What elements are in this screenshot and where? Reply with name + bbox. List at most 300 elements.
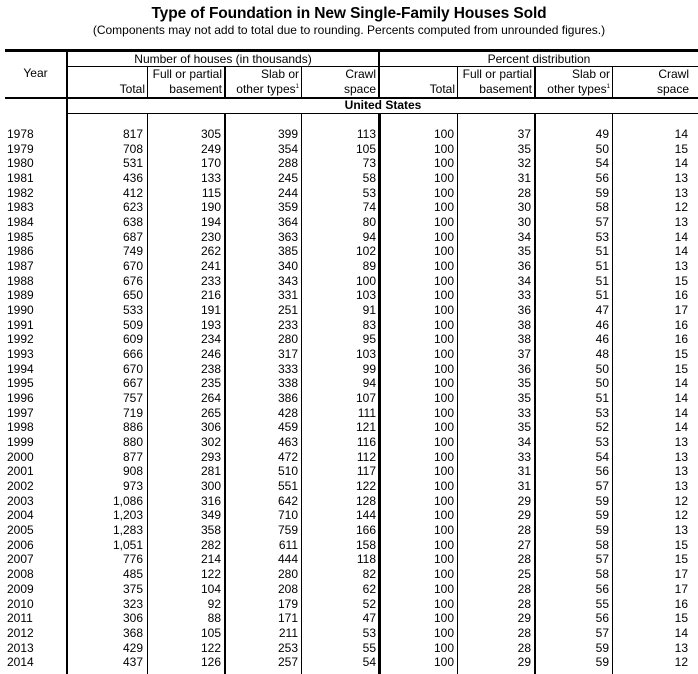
n-crawl-cell: 166 [355,523,376,538]
n-total-cell: 650 [122,288,143,303]
table-row [5,508,698,523]
n-total-cell: 880 [122,435,143,450]
n-total-cell: 676 [122,273,143,288]
p-basement-cell: 29 [517,493,531,508]
n-basement-cell: 238 [200,361,221,376]
p-crawl-cell: 16 [674,332,688,347]
p-total-cell: 100 [433,332,454,347]
table-row [5,362,698,377]
n-crawl-cell: 58 [362,171,376,186]
n-basement-header-l1: Full or partial [152,67,222,81]
year-cell: 2008 [7,567,34,582]
n-basement-cell: 92 [207,596,221,611]
n-basement-cell: 233 [200,273,221,288]
year-cell: 1997 [7,405,34,420]
p-crawl-cell: 15 [674,273,688,288]
n-total-cell: 437 [122,655,143,670]
p-basement-cell: 32 [517,156,531,171]
p-basement-cell: 28 [517,625,531,640]
p-total-cell: 100 [433,244,454,259]
p-total-cell: 100 [433,347,454,362]
n-basement-cell: 104 [200,581,221,596]
p-crawl-cell: 14 [674,405,688,420]
n-basement-cell: 306 [200,420,221,435]
p-crawl-cell: 14 [674,156,688,171]
p-slab-cell: 57 [595,479,609,494]
p-basement-cell: 33 [517,288,531,303]
n-slab-cell: 211 [278,625,298,640]
n-total-cell: 908 [122,464,143,479]
p-total-cell: 100 [433,376,454,391]
p-basement-cell: 31 [517,171,531,186]
p-slab-cell: 52 [595,420,609,435]
n-slab-cell: 171 [277,611,298,626]
p-crawl-cell: 16 [674,288,688,303]
region-bottom-rule [66,113,698,114]
p-crawl-cell: 13 [674,259,688,274]
n-slab-cell: 317 [277,347,298,362]
p-slab-cell: 56 [595,581,609,596]
p-total-cell: 100 [433,229,454,244]
n-slab-cell: 338 [277,376,298,391]
p-slab-cell: 54 [595,156,609,171]
n-total-cell: 368 [122,625,143,640]
n-crawl-cell: 118 [356,552,376,567]
n-basement-cell: 122 [200,640,221,655]
p-slab-cell: 59 [595,640,609,655]
n-total-cell: 1,203 [112,508,143,523]
n-basement-cell: 234 [200,332,221,347]
table-row [5,435,698,450]
p-slab-cell: 55 [595,596,609,611]
table-row [5,655,698,670]
p-total-cell: 100 [433,479,454,494]
n-crawl-cell: 111 [357,405,376,420]
n-basement-cell: 281 [200,464,221,479]
n-total-cell: 1,086 [112,493,143,508]
year-cell: 1989 [7,288,34,303]
p-slab-cell: 58 [595,200,609,215]
p-crawl-cell: 14 [674,127,688,141]
n-total-cell: 886 [122,420,143,435]
p-total-cell: 100 [433,141,454,156]
n-slab-cell: 253 [277,640,298,655]
n-basement-cell: 241 [200,259,221,274]
p-basement-cell: 35 [517,391,531,406]
year-cell: 1979 [7,141,34,156]
p-slab-cell: 46 [595,317,609,332]
n-crawl-cell: 62 [362,581,376,596]
p-total-cell: 100 [433,449,454,464]
n-total-cell: 708 [122,141,143,156]
p-total-cell: 100 [433,303,454,318]
n-basement-cell: 246 [200,347,221,362]
p-basement-cell: 35 [517,244,531,259]
p-crawl-cell: 15 [674,141,688,156]
n-basement-header-l2: basement [169,82,222,96]
p-slab-cell: 59 [595,523,609,538]
table-row [5,186,698,201]
n-total-cell: 749 [122,244,143,259]
n-basement-cell: 190 [200,200,221,215]
p-basement-cell: 34 [517,229,531,244]
p-basement-cell: 35 [517,376,531,391]
footnote-marker: 1 [295,84,299,90]
n-crawl-cell: 91 [362,303,376,318]
n-crawl-cell: 83 [362,317,376,332]
p-crawl-header-l2: space [656,82,689,96]
n-slab-header-l2 [226,82,299,96]
p-total-cell: 100 [433,156,454,171]
n-basement-cell: 235 [200,376,221,391]
n-slab-cell: 245 [277,171,298,186]
n-total-cell: 638 [122,215,143,230]
p-crawl-cell: 13 [674,479,688,494]
p-slab-cell: 53 [595,229,609,244]
n-total-cell: 817 [122,127,143,141]
n-slab-cell: 208 [277,581,298,596]
p-basement-cell: 29 [517,508,531,523]
p-basement-cell: 29 [517,611,531,626]
p-crawl-cell: 13 [674,449,688,464]
p-total-cell: 100 [433,625,454,640]
n-crawl-cell: 99 [362,361,376,376]
n-total-cell: 1,051 [112,537,143,552]
n-slab-cell: 510 [277,464,298,479]
n-basement-cell: 300 [200,479,221,494]
table-subtitle: (Components may not add to total due to rounding. Percents computed from unrounded figures.) [92,23,606,37]
table-row [5,215,698,230]
n-crawl-cell: 117 [356,464,376,479]
table-row [5,641,698,656]
n-crawl-cell: 54 [362,655,376,670]
n-crawl-cell: 112 [356,449,376,464]
year-cell: 1990 [7,303,34,318]
p-slab-cell: 48 [595,347,609,362]
p-basement-cell: 28 [517,581,531,596]
n-crawl-cell: 144 [355,508,376,523]
year-cell: 2000 [7,449,34,464]
n-slab-cell: 333 [277,361,298,376]
p-slab-cell: 59 [595,185,609,200]
p-crawl-cell: 14 [674,420,688,435]
n-total-cell: 412 [122,185,143,200]
year-cell: 1993 [7,347,34,362]
p-total-cell: 100 [433,464,454,479]
year-cell: 1980 [7,156,34,171]
table-row [5,244,698,259]
n-total-cell: 670 [122,259,143,274]
n-crawl-cell: 128 [355,493,376,508]
n-slab-cell: 331 [277,288,298,303]
p-basement-cell: 28 [517,596,531,611]
table-row [5,464,698,479]
table-row [5,626,698,641]
n-crawl-cell: 105 [355,141,376,156]
year-cell: 1984 [7,215,34,230]
p-crawl-cell: 14 [674,625,688,640]
n-crawl-cell: 80 [362,215,376,230]
p-crawl-header-l1: Crawl [658,67,689,81]
n-slab-cell: 251 [277,303,298,318]
n-crawl-cell: 52 [362,596,376,611]
table-row [5,420,698,435]
table-title: Type of Foundation in New Single-Family Houses Sold [151,5,547,22]
year-cell: 2001 [7,464,34,479]
p-basement-cell: 28 [517,523,531,538]
n-slab-cell: 364 [277,215,298,230]
p-basement-cell: 35 [517,420,531,435]
n-slab-cell: 233 [277,317,298,332]
year-cell: 1995 [7,376,34,391]
p-basement-cell: 38 [517,332,531,347]
year-cell: 1978 [7,127,34,141]
p-slab-cell: 57 [595,625,609,640]
n-crawl-cell: 94 [362,229,376,244]
p-crawl-cell: 13 [674,435,688,450]
n-basement-cell: 105 [200,625,221,640]
p-basement-cell: 28 [517,552,531,567]
table-row [5,494,698,509]
p-basement-cell: 38 [517,317,531,332]
year-cell: 1981 [7,171,34,186]
n-crawl-cell: 74 [362,200,376,215]
p-total-cell: 100 [433,215,454,230]
p-total-cell: 100 [433,640,454,655]
p-basement-cell: 25 [517,567,531,582]
year-cell: 2013 [7,640,34,655]
p-crawl-cell: 13 [674,523,688,538]
p-total-cell: 100 [433,508,454,523]
year-cell: 1998 [7,420,34,435]
table-row [5,288,698,303]
n-crawl-cell: 103 [355,347,376,362]
p-slab-cell: 54 [595,449,609,464]
table-row [5,127,698,142]
p-basement-cell: 33 [517,449,531,464]
p-crawl-cell: 13 [674,215,688,230]
p-basement-cell: 28 [517,640,531,655]
p-crawl-cell: 14 [674,376,688,391]
year-cell: 2012 [7,625,34,640]
p-crawl-cell: 14 [674,229,688,244]
year-cell: 1988 [7,273,34,288]
n-slab-cell: 472 [277,449,298,464]
n-basement-cell: 194 [200,215,221,230]
p-total-cell: 100 [433,655,454,670]
n-total-cell: 609 [122,332,143,347]
p-slab-cell: 57 [595,552,609,567]
table-row [5,332,698,347]
n-slab-cell: 463 [277,435,298,450]
p-slab-cell: 53 [595,405,609,420]
p-slab-cell: 51 [595,244,609,259]
n-crawl-cell: 107 [355,391,376,406]
year-cell: 1985 [7,229,34,244]
p-basement-cell: 34 [517,273,531,288]
n-slab-cell: 428 [277,405,298,420]
n-slab-cell: 359 [277,200,298,215]
p-total-cell: 100 [433,185,454,200]
p-slab-cell: 51 [595,273,609,288]
p-slab-cell: 59 [595,508,609,523]
p-slab-cell: 58 [595,537,609,552]
n-basement-cell: 122 [200,567,221,582]
table-row [5,567,698,582]
year-cell: 1996 [7,391,34,406]
p-total-cell: 100 [433,317,454,332]
table-row [5,156,698,171]
p-basement-cell: 37 [517,127,531,141]
n-basement-cell: 170 [200,156,221,171]
year-cell: 1986 [7,244,34,259]
year-cell: 1987 [7,259,34,274]
n-slab-cell: 340 [277,259,298,274]
n-basement-cell: 133 [200,171,221,186]
p-slab-header-l1: Slab or [571,67,610,81]
n-basement-cell: 302 [200,435,221,450]
n-total-cell: 623 [122,200,143,215]
p-basement-cell: 30 [517,200,531,215]
p-slab-cell: 47 [595,303,609,318]
n-slab-cell: 280 [277,567,298,582]
n-total-cell: 687 [122,229,143,244]
p-slab-cell: 57 [595,215,609,230]
n-slab-cell: 710 [277,508,298,523]
p-basement-cell: 37 [517,347,531,362]
table-row [5,582,698,597]
n-crawl-cell: 103 [355,288,376,303]
n-total-cell: 531 [122,156,143,171]
n-crawl-cell: 95 [362,332,376,347]
n-crawl-cell: 121 [355,420,376,435]
n-slab-header-l1: Slab or [260,67,299,81]
table-row [5,552,698,567]
n-crawl-cell: 158 [355,537,376,552]
p-basement-cell: 30 [517,215,531,230]
n-slab-cell: 551 [277,479,298,494]
p-basement-cell: 36 [517,303,531,318]
n-basement-cell: 349 [200,508,221,523]
table-row [5,200,698,215]
n-basement-cell: 293 [200,449,221,464]
p-total-cell: 100 [433,493,454,508]
table-row [5,376,698,391]
n-total-cell: 533 [122,303,143,318]
p-crawl-cell: 16 [674,596,688,611]
p-basement-header-l2: basement [479,82,532,96]
n-basement-cell: 316 [200,493,221,508]
n-total-cell: 485 [122,567,143,582]
n-basement-cell: 230 [200,229,221,244]
p-crawl-cell: 12 [674,508,688,523]
region-label: United States [344,98,422,112]
p-slab-header-l2 [536,82,610,96]
p-total-cell: 100 [433,391,454,406]
p-crawl-cell: 13 [674,640,688,655]
n-crawl-cell: 102 [355,244,376,259]
n-total-cell: 667 [122,376,143,391]
n-basement-cell: 265 [200,405,221,420]
table-row [5,171,698,186]
year-cell: 2011 [7,611,33,626]
n-slab-cell: 257 [277,655,298,670]
n-crawl-cell: 113 [356,127,376,141]
p-crawl-cell: 15 [674,361,688,376]
p-crawl-cell: 17 [674,303,688,318]
p-crawl-cell: 17 [674,581,688,596]
p-slab-cell: 56 [595,171,609,186]
n-total-cell: 757 [122,391,143,406]
year-cell: 2007 [7,552,34,567]
p-slab-cell: 51 [595,288,609,303]
year-cell: 2002 [7,479,34,494]
p-total-cell: 100 [433,171,454,186]
year-cell: 2005 [7,523,34,538]
year-cell: 2010 [7,596,34,611]
n-basement-cell: 262 [200,244,221,259]
year-cell: 2006 [7,537,34,552]
year-cell: 1991 [7,317,34,332]
n-slab-label: other types [236,82,296,96]
n-crawl-cell: 122 [355,479,376,494]
table-row [5,347,698,362]
n-slab-cell: 343 [277,273,298,288]
p-crawl-cell: 17 [674,567,688,582]
n-total-header: Total [119,82,145,96]
p-crawl-cell: 12 [674,493,688,508]
p-basement-cell: 29 [517,655,531,670]
n-basement-cell: 249 [200,141,221,156]
p-basement-cell: 36 [517,259,531,274]
p-crawl-cell: 13 [674,185,688,200]
p-crawl-cell: 15 [674,552,688,567]
p-total-cell: 100 [433,361,454,376]
p-slab-cell: 53 [595,435,609,450]
n-total-cell: 323 [122,596,143,611]
n-crawl-header-l2: space [343,82,376,96]
p-total-cell: 100 [433,259,454,274]
n-total-cell: 509 [122,317,143,332]
table-row [5,274,698,289]
n-slab-cell: 444 [277,552,298,567]
p-total-cell: 100 [433,552,454,567]
n-basement-cell: 214 [200,552,221,567]
n-total-cell: 1,283 [112,523,143,538]
p-total-cell: 100 [433,405,454,420]
n-crawl-cell: 116 [356,435,376,450]
table-row [5,479,698,494]
p-total-cell: 100 [433,567,454,582]
p-slab-cell: 50 [595,141,609,156]
n-total-cell: 436 [122,171,143,186]
p-slab-cell: 50 [595,376,609,391]
p-total-cell: 100 [433,611,454,626]
n-basement-cell: 88 [207,611,221,626]
year-cell: 2003 [7,493,34,508]
n-crawl-cell: 53 [362,185,376,200]
p-slab-cell: 58 [595,567,609,582]
p-total-cell: 100 [433,537,454,552]
n-slab-cell: 354 [277,141,298,156]
p-slab-cell: 46 [595,332,609,347]
p-crawl-cell: 15 [674,611,688,626]
p-slab-cell: 59 [595,493,609,508]
n-crawl-cell: 55 [362,640,376,655]
p-total-cell: 100 [433,596,454,611]
p-crawl-cell: 15 [674,537,688,552]
table-row [5,450,698,465]
